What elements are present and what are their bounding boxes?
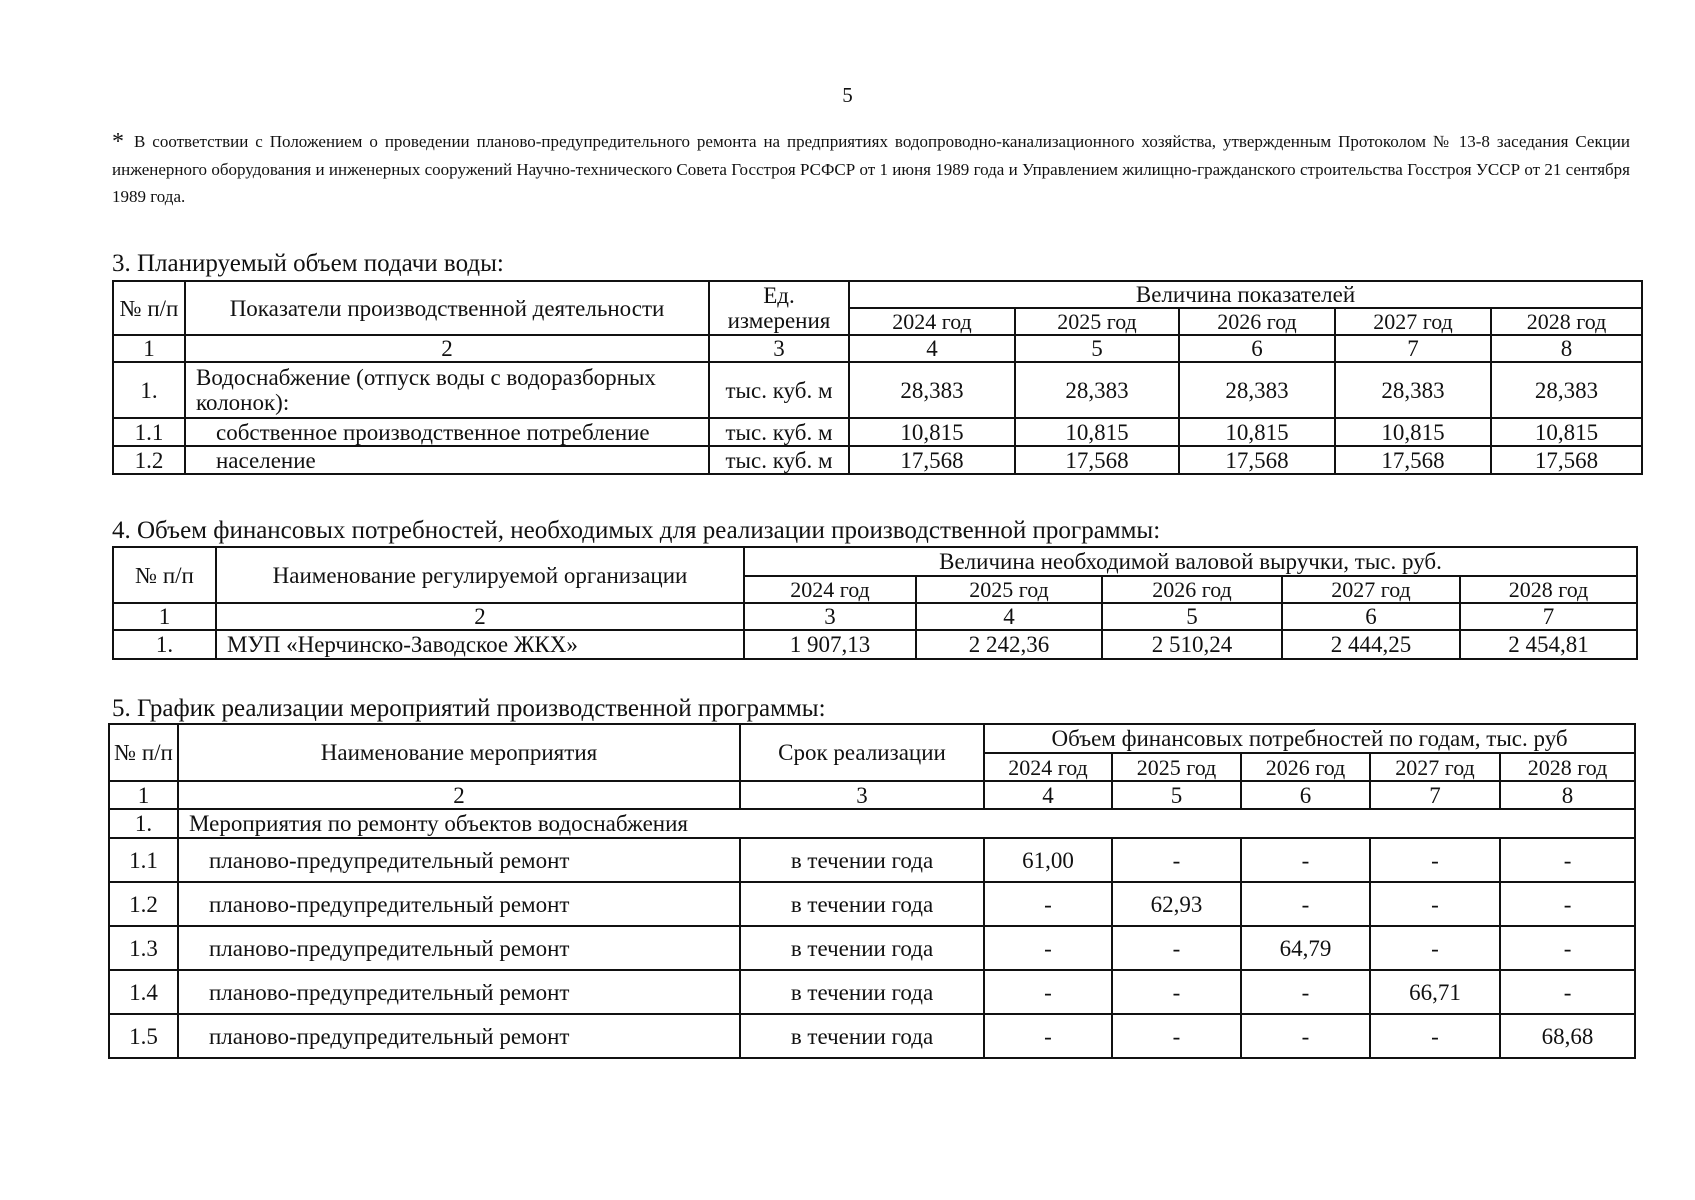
col-number: 7 — [1370, 781, 1500, 809]
col-number: 3 — [744, 603, 916, 630]
section5-title: 5. График реализации мероприятий производственной программы: — [112, 695, 826, 722]
row-value: 28,383 — [1015, 362, 1179, 418]
row-name: планово-предупредительный ремонт — [178, 926, 740, 970]
col-number: 8 — [1500, 781, 1635, 809]
col-number: 6 — [1282, 603, 1460, 630]
row-num: 1.2 — [113, 446, 185, 474]
row-value: - — [1241, 838, 1370, 882]
water-supply-table — [112, 280, 1643, 475]
header-group: Величина показателей — [849, 281, 1642, 308]
col-number: 5 — [1015, 335, 1179, 362]
row-value: 17,568 — [849, 446, 1015, 474]
col-number: 6 — [1179, 335, 1335, 362]
row-value: 10,815 — [1015, 418, 1179, 446]
header-num: № п/п — [109, 724, 178, 781]
col-number: 2 — [185, 335, 709, 362]
row-term: в течении года — [740, 838, 984, 882]
section3-title: 3. Планируемый объем подачи воды: — [112, 250, 504, 277]
row-num: 1.1 — [109, 838, 178, 882]
header-year: 2025 год — [1112, 753, 1241, 781]
header-group: Величина необходимой валовой выручки, тыс. руб. — [744, 547, 1637, 576]
schedule-table — [108, 723, 1636, 1059]
row-value: 1 907,13 — [744, 630, 916, 659]
header-year: 2026 год — [1102, 576, 1282, 603]
row-value: - — [984, 970, 1112, 1014]
group-row-num: 1. — [109, 809, 178, 838]
row-value: - — [1500, 970, 1635, 1014]
row-value: - — [1241, 970, 1370, 1014]
col-number: 2 — [178, 781, 740, 809]
row-value: - — [1241, 1014, 1370, 1058]
row-unit: тыс. куб. м — [709, 362, 849, 418]
row-value: 17,568 — [1179, 446, 1335, 474]
row-value: 28,383 — [1491, 362, 1642, 418]
row-name: собственное производственное потребление — [185, 418, 709, 446]
col-number: 4 — [984, 781, 1112, 809]
row-value: 17,568 — [1015, 446, 1179, 474]
financial-needs-table — [112, 546, 1638, 660]
section4-title: 4. Объем финансовых потребностей, необходимых для реализации производственной программы: — [112, 517, 1161, 544]
header-num: № п/п — [113, 547, 216, 603]
row-value: 64,79 — [1241, 926, 1370, 970]
col-number: 5 — [1102, 603, 1282, 630]
header-year: 2024 год — [984, 753, 1112, 781]
header-year: 2027 год — [1282, 576, 1460, 603]
row-value: 10,815 — [1491, 418, 1642, 446]
col-number: 7 — [1335, 335, 1491, 362]
col-number: 1 — [113, 603, 216, 630]
row-value: 17,568 — [1491, 446, 1642, 474]
page-number: 5 — [842, 83, 853, 107]
header-year: 2026 год — [1179, 308, 1335, 335]
row-term: в течении года — [740, 1014, 984, 1058]
row-num: 1. — [113, 630, 216, 659]
row-term: в течении года — [740, 926, 984, 970]
col-number: 4 — [916, 603, 1102, 630]
header-year: 2027 год — [1370, 753, 1500, 781]
row-value: 17,568 — [1335, 446, 1491, 474]
row-value: 2 242,36 — [916, 630, 1102, 659]
row-value: 28,383 — [1179, 362, 1335, 418]
header-unit: Ед. измерения — [709, 281, 849, 335]
row-unit: тыс. куб. м — [709, 418, 849, 446]
row-name: Водоснабжение (отпуск воды с водоразборных колонок): — [185, 362, 709, 418]
row-value: - — [984, 882, 1112, 926]
row-num: 1.4 — [109, 970, 178, 1014]
header-year: 2025 год — [916, 576, 1102, 603]
row-value: 10,815 — [1179, 418, 1335, 446]
footnote-marker: * — [112, 129, 124, 155]
col-number: 7 — [1460, 603, 1637, 630]
footnote — [112, 128, 1630, 210]
header-group: Объем финансовых потребностей по годам, тыс. руб — [984, 724, 1635, 753]
row-name: МУП «Нерчинско-Заводское ЖКХ» — [216, 630, 744, 659]
header-org: Наименование регулируемой организации — [216, 547, 744, 603]
header-year: 2028 год — [1491, 308, 1642, 335]
header-year: 2026 год — [1241, 753, 1370, 781]
row-value: 2 510,24 — [1102, 630, 1282, 659]
row-value: - — [1112, 1014, 1241, 1058]
row-value: - — [1370, 838, 1500, 882]
row-value: 68,68 — [1500, 1014, 1635, 1058]
col-number: 1 — [113, 335, 185, 362]
row-term: в течении года — [740, 970, 984, 1014]
row-value: 10,815 — [849, 418, 1015, 446]
col-number: 3 — [740, 781, 984, 809]
col-number: 4 — [849, 335, 1015, 362]
col-number: 6 — [1241, 781, 1370, 809]
row-value: - — [984, 1014, 1112, 1058]
row-value: - — [1241, 882, 1370, 926]
col-number: 1 — [109, 781, 178, 809]
col-number: 8 — [1491, 335, 1642, 362]
row-value: - — [1500, 838, 1635, 882]
col-number: 5 — [1112, 781, 1241, 809]
header-term: Срок реализации — [740, 724, 984, 781]
row-value: - — [1500, 882, 1635, 926]
header-num: № п/п — [113, 281, 185, 335]
row-value: - — [1370, 926, 1500, 970]
footnote-text: В соответствии с Положением о проведении планово-предупредительного ремонта на предприятиях водопроводно-канализационного хозяйства, утвержденным Протоколом № 13-8 заседания Секции инженерного оборудования и инженерных сооружений Научно-технического Совета Госстроя РСФСР от 1 июня 1989 года и Управлением жилищно-гражданского строительства Госстроя УССР от 21 сентября 1989 года. — [112, 132, 1630, 206]
row-num: 1.5 — [109, 1014, 178, 1058]
row-value: - — [1370, 1014, 1500, 1058]
row-value: - — [1112, 838, 1241, 882]
header-year: 2024 год — [849, 308, 1015, 335]
row-value: - — [1112, 970, 1241, 1014]
row-name: планово-предупредительный ремонт — [178, 838, 740, 882]
group-row-name: Мероприятия по ремонту объектов водоснабжения — [178, 809, 1635, 838]
header-year: 2025 год — [1015, 308, 1179, 335]
row-value: 10,815 — [1335, 418, 1491, 446]
row-num: 1.1 — [113, 418, 185, 446]
col-number: 3 — [709, 335, 849, 362]
col-number: 2 — [216, 603, 744, 630]
row-term: в течении года — [740, 882, 984, 926]
row-value: 62,93 — [1112, 882, 1241, 926]
header-year: 2024 год — [744, 576, 916, 603]
header-year: 2028 год — [1460, 576, 1637, 603]
header-indicator: Показатели производственной деятельности — [185, 281, 709, 335]
header-year: 2027 год — [1335, 308, 1491, 335]
row-name: планово-предупредительный ремонт — [178, 882, 740, 926]
header-event: Наименование мероприятия — [178, 724, 740, 781]
row-value: - — [1370, 882, 1500, 926]
row-unit: тыс. куб. м — [709, 446, 849, 474]
row-value: 28,383 — [1335, 362, 1491, 418]
header-year: 2028 год — [1500, 753, 1635, 781]
row-value: 2 454,81 — [1460, 630, 1637, 659]
row-num: 1.2 — [109, 882, 178, 926]
row-name: планово-предупредительный ремонт — [178, 1014, 740, 1058]
row-name: планово-предупредительный ремонт — [178, 970, 740, 1014]
row-num: 1. — [113, 362, 185, 418]
row-value: 66,71 — [1370, 970, 1500, 1014]
row-value: - — [1500, 926, 1635, 970]
row-value: 28,383 — [849, 362, 1015, 418]
row-num: 1.3 — [109, 926, 178, 970]
row-value: 2 444,25 — [1282, 630, 1460, 659]
row-value: - — [1112, 926, 1241, 970]
row-value: 61,00 — [984, 838, 1112, 882]
row-value: - — [984, 926, 1112, 970]
row-name: население — [185, 446, 709, 474]
